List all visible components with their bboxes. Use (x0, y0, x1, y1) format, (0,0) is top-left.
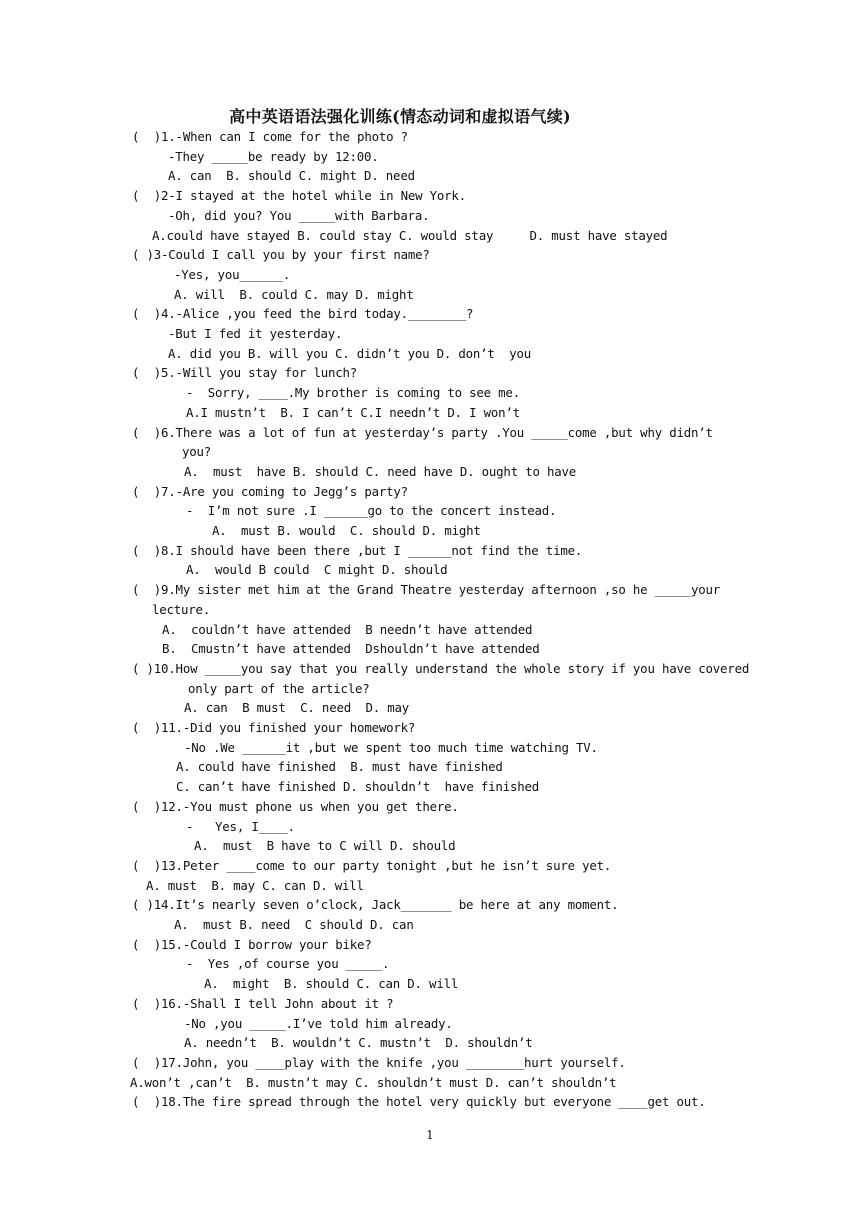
question-line: ( )17.John, you ____play with the knife ,you ________hurt yourself. (132, 1054, 626, 1070)
answer-line: -Oh, did you? You _____with Barbara. (168, 207, 430, 223)
options-line: A.I mustn’t B. I can’t C.I needn’t D. I won’t (186, 404, 520, 420)
options-line: A. might B. should C. can D. will (204, 976, 459, 992)
options-line: A. could have finished B. must have finished (176, 759, 503, 775)
question-line: lecture. (152, 601, 211, 617)
question-line: ( )1.-When can I come for the photo ? (132, 129, 408, 144)
question-line: ( )16.-Shall I tell John about it ? (132, 995, 394, 1011)
options-line: A. can B. should C. might D. need (168, 168, 415, 184)
answer-line: - Yes, I____. (186, 818, 295, 834)
question-line: only part of the article? (188, 680, 370, 696)
options-line: A. must B. may C. can D. will (146, 877, 364, 893)
question-line: ( )2-I stayed at the hotel while in New York. (132, 188, 466, 204)
document-title: 高中英语语法强化训练(情态动词和虚拟语气续) (229, 107, 571, 126)
answer-line: -They _____be ready by 12:00. (168, 148, 379, 164)
options-line: A. needn’t B. wouldn’t C. mustn’t D. shouldn’t (184, 1035, 533, 1051)
question-line: ( )12.-You must phone us when you get there. (132, 798, 459, 814)
question-line: ( )7.-Are you coming to Jegg’s party? (132, 483, 408, 499)
answer-line: - Sorry, ____.My brother is coming to see me. (186, 385, 520, 401)
question-line: ( )15.-Could I borrow your bike? (132, 936, 372, 952)
answer-line: -Yes, you______. (174, 266, 291, 282)
question-line: ( )11.-Did you finished your homework? (132, 720, 416, 735)
options-line: A. would B could C might D. should (186, 562, 448, 578)
options-line: A. must B. would C. should D. might (212, 523, 481, 538)
question-line: ( )6.There was a lot of fun at yesterday’s party .You _____come ,but why didn’t (132, 424, 713, 440)
question-line: ( )3-Could I call you by your first name? (132, 247, 430, 263)
answer-line: - I’m not sure .I ______go to the concert instead. (186, 503, 557, 519)
question-line: ( )5.-Will you stay for lunch? (132, 365, 358, 381)
question-line: ( )8.I should have been there ,but I ______not find the time. (132, 542, 583, 558)
question-line: you? (182, 444, 212, 460)
answer-line: - Yes ,of course you _____. (186, 956, 390, 972)
options-line: A. can B must C. need D. may (184, 700, 410, 716)
question-line: ( )14.It’s nearly seven o’clock, Jack_______ be here at any moment. (132, 897, 619, 913)
answer-line: -No ,you _____.I’ve told him already. (184, 1015, 453, 1031)
options-line: A. must have B. should C. need have D. ought to have (184, 463, 577, 479)
options-line: C. can’t have finished D. shouldn’t have finished (176, 779, 539, 795)
question-line: ( )10.How _____you say that you really understand the whole story if you have covered (132, 660, 750, 676)
question-line: ( )13.Peter ____come to our party tonight ,but he isn’t sure yet. (132, 857, 612, 873)
options-line: A. must B. need C should D. can (174, 917, 414, 932)
answer-line: -But I fed it yesterday. (168, 326, 343, 341)
question-line: ( )18.The fire spread through the hotel very quickly but everyone ____get out. (132, 1094, 706, 1110)
options-line: A. did you B. will you C. didn’t you D. don’t you (168, 345, 531, 361)
question-line: ( )4.-Alice ,you feed the bird today.________? (132, 306, 474, 322)
question-line: ( )9.My sister met him at the Grand Theatre yesterday afternoon ,so he _____your (132, 582, 721, 598)
options-line: B. Cmustn’t have attended Dshouldn’t have attended (162, 641, 540, 657)
options-line: A. must B have to C will D. should (194, 838, 456, 854)
answer-line: -No .We ______it ,but we spent too much time watching TV. (184, 739, 598, 755)
options-line: A.won’t ,can’t B. mustn’t may C. shouldn’t must D. can’t shouldn’t (130, 1074, 617, 1090)
options-line: A.could have stayed B. could stay C. would stay D. must have stayed (152, 227, 668, 243)
options-line: A. couldn’t have attended B needn’t have attended (162, 621, 533, 637)
page-number: 1 (426, 1128, 434, 1142)
options-line: A. will B. could C. may D. might (174, 286, 414, 302)
